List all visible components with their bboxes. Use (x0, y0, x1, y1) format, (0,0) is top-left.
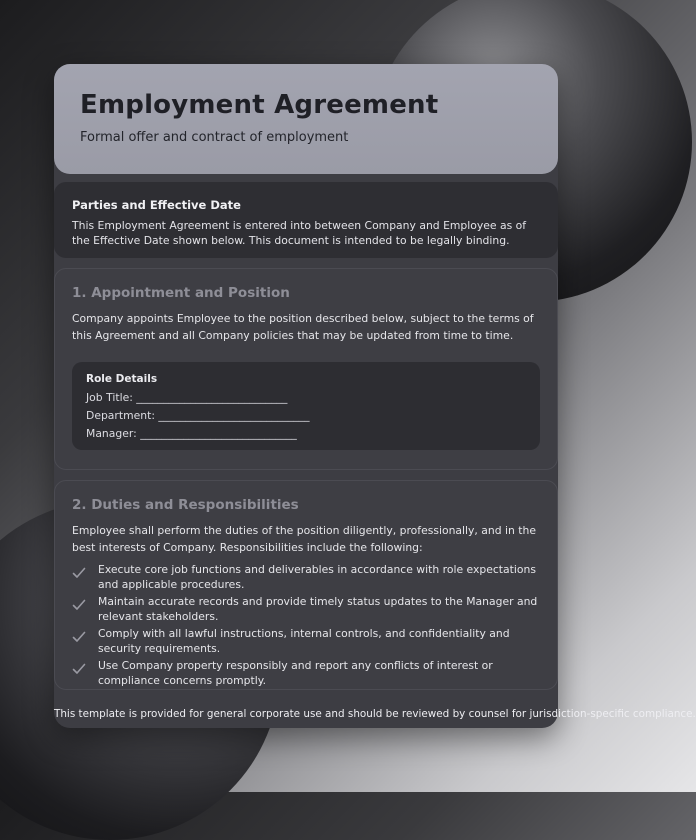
department-field: Department: ____________________________ (86, 409, 310, 422)
manager-field: Manager: _____________________________ (86, 427, 297, 440)
list-item-text: Execute core job functions and deliverables in accordance with role expectations and applicable procedures. (98, 563, 536, 591)
list-item-text: Maintain accurate records and provide timely status updates to the Manager and relevant stakeholders. (98, 595, 538, 623)
document-header (54, 64, 558, 174)
parties-heading: Parties and Effective Date (72, 198, 241, 212)
job-title-field: Job Title: ____________________________ (86, 391, 288, 404)
check-icon (72, 626, 98, 643)
list-item-text: Use Company property responsibly and report any conflicts of interest or compliance concerns promptly. (98, 659, 493, 687)
duties-list (72, 562, 540, 688)
agreement-card (54, 64, 558, 728)
list-item (72, 626, 540, 656)
parties-text: This Employment Agreement is entered into between Company and Employee as of the Effective Date shown below. This document is intended to be legally binding. (72, 219, 527, 247)
list-item (72, 594, 540, 624)
list-item (72, 658, 540, 688)
appointment-section (54, 268, 558, 470)
parties-section (54, 182, 558, 258)
check-icon (72, 594, 98, 611)
check-icon (72, 658, 98, 675)
document-subtitle: Formal offer and contract of employment (80, 130, 349, 145)
role-details-heading: Role Details (86, 373, 158, 385)
footer-note: This template is provided for general corporate use and should be reviewed by counsel for jurisdiction-specific compliance. (54, 708, 696, 720)
duties-text: Employee shall perform the duties of the position diligently, professionally, and in the best interests of Company. Responsibilities include the following: (72, 524, 537, 554)
document-title: Employment Agreement (80, 90, 439, 120)
duties-section (54, 480, 558, 690)
check-icon (72, 562, 98, 579)
role-details-box (72, 362, 540, 450)
duties-heading: 2. Duties and Responsibilities (72, 497, 299, 513)
list-item-text: Comply with all lawful instructions, internal controls, and confidentiality and security requirements. (98, 627, 510, 655)
appointment-text: Company appoints Employee to the position described below, subject to the terms of this Agreement and all Company policies that may be updated from time to time. (72, 312, 534, 342)
appointment-heading: 1. Appointment and Position (72, 285, 290, 301)
list-item (72, 562, 540, 592)
